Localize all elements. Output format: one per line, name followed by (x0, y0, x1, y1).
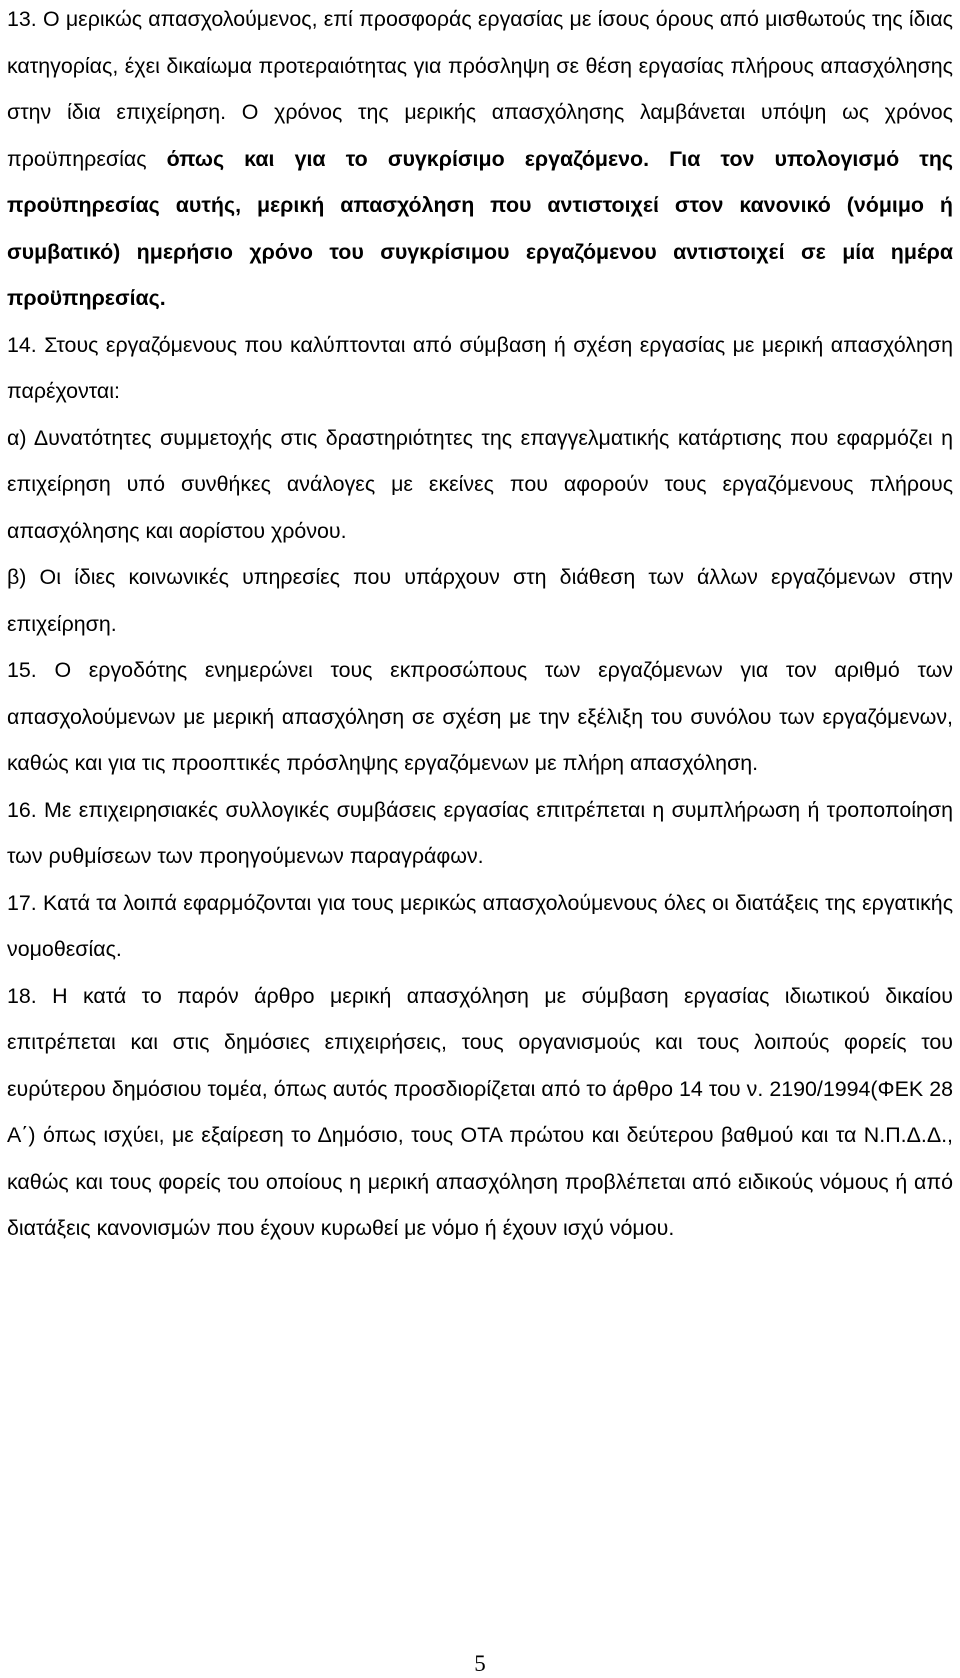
paragraph-13-number: 13. (7, 7, 37, 31)
paragraph-13-text: Ο μερικώς απασχολούμενος, επί προσφοράς εργασίας με ίσους όρους από μισθωτούς της ίδιας κατηγορίας, έχει δικαίωμα προτεραιότητας για πρόσληψη σε θέση εργασίας πλήρους απασχόλησης στην ίδια επιχείρηση. Ο χρόνος της μερικής απασχόλησης λαμβάνεται υπόψη ως χρόνος προϋπηρεσίας (7, 7, 953, 171)
paragraph-15-text: Ο εργοδότης ενημερώνει τους εκπροσώπους των εργαζόμενων για τον αριθμό των απασχολούμενων με μερική απασχόληση σε σχέση με την εξέλιξη του συνόλου των εργαζόμενων, καθώς και για τις προοπτικές πρόσληψης εργαζόμενων με πλήρη απασχόληση. (7, 658, 953, 775)
paragraph-13 (7, 0, 953, 322)
paragraph-15 (7, 647, 953, 787)
page-number: 5 (474, 1651, 486, 1676)
document-page (7, 0, 953, 1252)
paragraph-17-number: 17. (7, 890, 37, 915)
paragraph-17 (7, 880, 953, 973)
paragraph-18-number: 18. (7, 983, 37, 1008)
paragraph-17-text: Κατά τα λοιπά εφαρμόζονται για τους μερικώς απασχολούμενους όλες οι διατάξεις της εργατικής νομοθεσίας. (7, 890, 953, 961)
paragraph-18 (7, 973, 953, 1252)
paragraph-16-text: Με επιχειρησιακές συλλογικές συμβάσεις εργασίας επιτρέπεται η συμπλήρωση ή τροποποίηση των ρυθμίσεων των προηγούμενων παραγράφων. (7, 797, 953, 868)
paragraph-14-text: Στους εργαζόμενους που καλύπτονται από σύμβαση ή σχέση εργασίας με μερική απασχόληση παρέχονται: (7, 332, 953, 403)
paragraph-14-item-a: α) Δυνατότητες συμμετοχής στις δραστηριότητες της επαγγελματικής κατάρτισης που εφαρμόζει η επιχείρηση υπό συνθήκες ανάλογες με εκείνες που αφορούν τους εργαζόμενους πλήρους απασχόλησης και αορίστου χρόνου. (7, 425, 953, 543)
paragraph-13-bold-text: όπως και για το συγκρίσιμο εργαζόμενο. Για τον υπολογισμό της προϋπηρεσίας αυτής, μερική απασχόληση που αντιστοιχεί στον κανονικό (νόμιμο ή συμβατικό) ημερήσιο χρόνο του συγκρίσιμου εργαζόμενου αντιστοιχεί σε μία ημέρα προϋπηρεσίας. (7, 146, 954, 310)
paragraph-15-number: 15. (7, 658, 37, 682)
paragraph-16-number: 16. (7, 797, 37, 822)
paragraph-14-item-b: β) Οι ίδιες κοινωνικές υπηρεσίες που υπάρχουν στη διάθεση των άλλων εργαζόμενων στην επιχείρηση. (7, 565, 953, 636)
paragraph-14 (7, 322, 953, 415)
paragraph-14-number: 14. (7, 332, 37, 357)
paragraph-16 (7, 787, 953, 880)
paragraph-18-text: Η κατά το παρόν άρθρο μερική απασχόληση με σύμβαση εργασίας ιδιωτικού δικαίου επιτρέπεται και στις δημόσιες επιχειρήσεις, τους οργανισμούς και τους λοιπούς φορείς του ευρύτερου δημόσιου τομέα, όπως αυτός προσδιορίζεται από το άρθρο 14 του ν. 2190/1994(ΦΕΚ 28 Α΄) όπως ισχύει, με εξαίρεση το Δημόσιο, τους ΟΤΑ πρώτου και δεύτερου βαθμού και τα Ν.Π.Δ.Δ., καθώς και τους φορείς του οποίους η μερική απασχόληση προβλέπεται από ειδικούς νόμους ή από διατάξεις κανονισμών που έχουν κυρωθεί με νόμο ή έχουν ισχύ νόμου. (7, 983, 953, 1240)
